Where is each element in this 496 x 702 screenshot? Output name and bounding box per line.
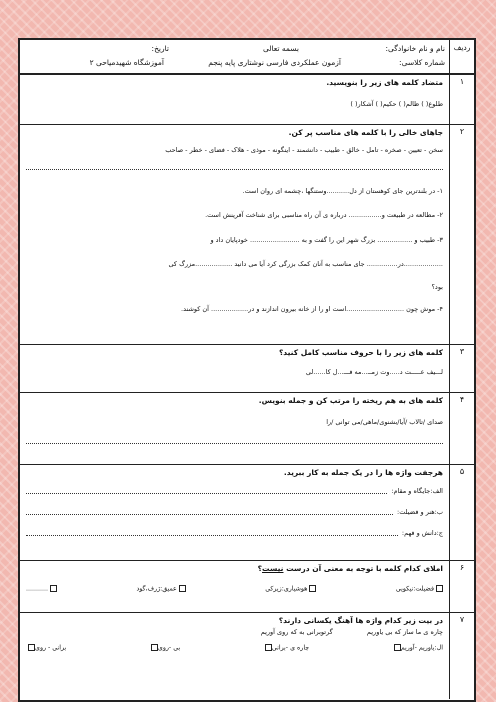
sentence-3-cont: ...................در............... جای مناسب به آنان کمک بزرگی کرد آیا می دانید ..................مزرگ کی <box>168 260 443 268</box>
question-row-7 <box>20 613 474 699</box>
question-title-end: ؟ <box>257 564 263 573</box>
verse-second-half: گرتوبرانی به که روی آوریم <box>260 628 333 636</box>
options <box>26 644 443 652</box>
answer-line[interactable] <box>26 442 443 444</box>
pair-c-label: ج:دانش و فهم: <box>401 528 443 537</box>
option-label: هوشیاری:زیرکی <box>265 585 308 593</box>
verse-first-half: چاره ی ما ساز که بی یاوریم <box>366 628 443 636</box>
pair-c-answer[interactable] <box>26 529 398 536</box>
option-label: ........... <box>26 585 49 593</box>
question-row-6 <box>20 561 474 613</box>
option-label: فضیلت:نیکویی <box>395 585 434 593</box>
bismillah: بسمه تعالی <box>262 44 299 53</box>
pair-a-answer[interactable] <box>26 487 387 494</box>
option-2[interactable] <box>265 585 316 593</box>
question-row-5 <box>20 465 474 561</box>
question-title: جاهای خالی را با کلمه های مناسب پر کن. <box>288 128 443 137</box>
option-4[interactable] <box>26 644 66 652</box>
option-checkbox[interactable] <box>151 644 158 651</box>
sentence-3: ۳- طبیب و ................. بزرگ شهر این را گفت و به ........................ خودپایان داد و <box>210 235 443 244</box>
pair-a <box>26 487 443 494</box>
verse <box>26 629 443 636</box>
option-checkbox[interactable] <box>179 585 186 592</box>
option-3[interactable] <box>149 644 180 652</box>
option-checkbox[interactable] <box>309 585 316 592</box>
question-title-emphasis: نیست <box>262 564 284 573</box>
sentence-4: ۴- موش چون ............................است او را از خانه بیرون اندازند و در.................. آن کوشند. <box>181 305 443 313</box>
question-title: در بیت زیر کدام واژه ها آهنگ یکسانی دارند؟ <box>278 616 443 625</box>
question-number: ۶ <box>449 561 474 612</box>
sentence-3-end: بود؟ <box>431 282 443 291</box>
option-label: ال:یاوریم -آوریم <box>400 644 443 651</box>
option-1[interactable] <box>396 585 443 593</box>
question-number: ۷ <box>449 613 474 699</box>
question-row-4 <box>20 393 474 465</box>
question-title <box>26 564 443 573</box>
question-number: ۳ <box>449 345 474 392</box>
option-checkbox[interactable] <box>436 585 443 592</box>
row-number-header: ردیف <box>449 40 474 73</box>
option-checkbox[interactable] <box>28 644 35 651</box>
option-checkbox[interactable] <box>394 644 401 651</box>
option-4[interactable] <box>26 585 57 593</box>
header-info <box>20 40 449 73</box>
exam-header <box>20 40 474 75</box>
pair-b-answer[interactable] <box>26 508 393 515</box>
option-2[interactable] <box>263 644 309 652</box>
exam-sheet <box>18 38 476 702</box>
option-label: عمیق:ژرف،گود <box>136 585 177 593</box>
question-title-a: املای کدام کلمه با توجه به معنی آن درست <box>286 564 443 573</box>
option-label: برانی - روی <box>35 644 67 651</box>
options <box>26 585 443 593</box>
option-checkbox[interactable] <box>265 644 272 651</box>
question-number: ۱ <box>449 75 474 124</box>
question-title: کلمه های به هم ریخته را مرتب کن و جمله بنویس. <box>258 396 443 405</box>
question-number: ۴ <box>449 393 474 464</box>
student-name-label: نام و نام خانوادگی: <box>385 44 445 53</box>
question-number: ۲ <box>449 125 474 344</box>
sentence-1: ۱- در بلندترین جای کوهستان از دل...........وستنگها ،چشمه ای روان است. <box>242 186 443 195</box>
incomplete-words: لـــیف عـــــت د.....وت زمــ...مه فـــ...ل کا......لی <box>305 368 443 376</box>
question-number: ۵ <box>449 465 474 560</box>
pair-b-label: ب:هنر و فضیلت: <box>397 507 443 516</box>
option-1[interactable] <box>392 644 443 652</box>
word-bank: سخن - تعیین - صخره - تامل - خالق - طبیب - دانشمند - اینگونه - موذی - هلاک - فضای - خطر - صاحب <box>165 146 443 154</box>
antonym-items: طلوع( ) ظالم( ) حکیم( ) آشکار( ) <box>350 100 443 108</box>
class-number-label: شماره کلاسی: <box>399 58 445 67</box>
question-title: متضاد کلمه های زیر را بنویسید. <box>326 78 443 87</box>
question-row-2 <box>20 125 474 345</box>
exam-title: آزمون عملکردی فارسی نوشتاری پایه پنجم <box>208 58 341 67</box>
pair-a-label: الف:جایگاه و مقام: <box>391 486 443 495</box>
option-label: بی -روی <box>157 644 181 651</box>
pair-c <box>26 529 443 536</box>
question-title: هرجفت واژه ها را در یک جمله به کار ببرید. <box>283 468 443 477</box>
sentence-2: ۲- مطالعه در طبیعت و................ درباره ی آن راه مناسبی برای شناخت آفرینش است. <box>205 211 443 219</box>
option-label: چاره ی -برانی <box>271 644 310 651</box>
option-checkbox[interactable] <box>50 585 57 592</box>
school-name: آموزشگاه شهیدمیاحی ۲ <box>89 58 164 67</box>
scrambled-words: صدای /تالاب /آیا/بشنوی/ماهی/می توانی /را <box>326 418 443 426</box>
option-3[interactable] <box>136 585 185 593</box>
date-label: تاریخ: <box>151 44 169 53</box>
question-row-3 <box>20 345 474 393</box>
pair-b <box>26 508 443 515</box>
answer-line[interactable] <box>26 168 443 170</box>
question-title: کلمه های زیر را با حروف مناسب کامل کنید؟ <box>278 348 443 357</box>
question-row-1 <box>20 75 474 125</box>
